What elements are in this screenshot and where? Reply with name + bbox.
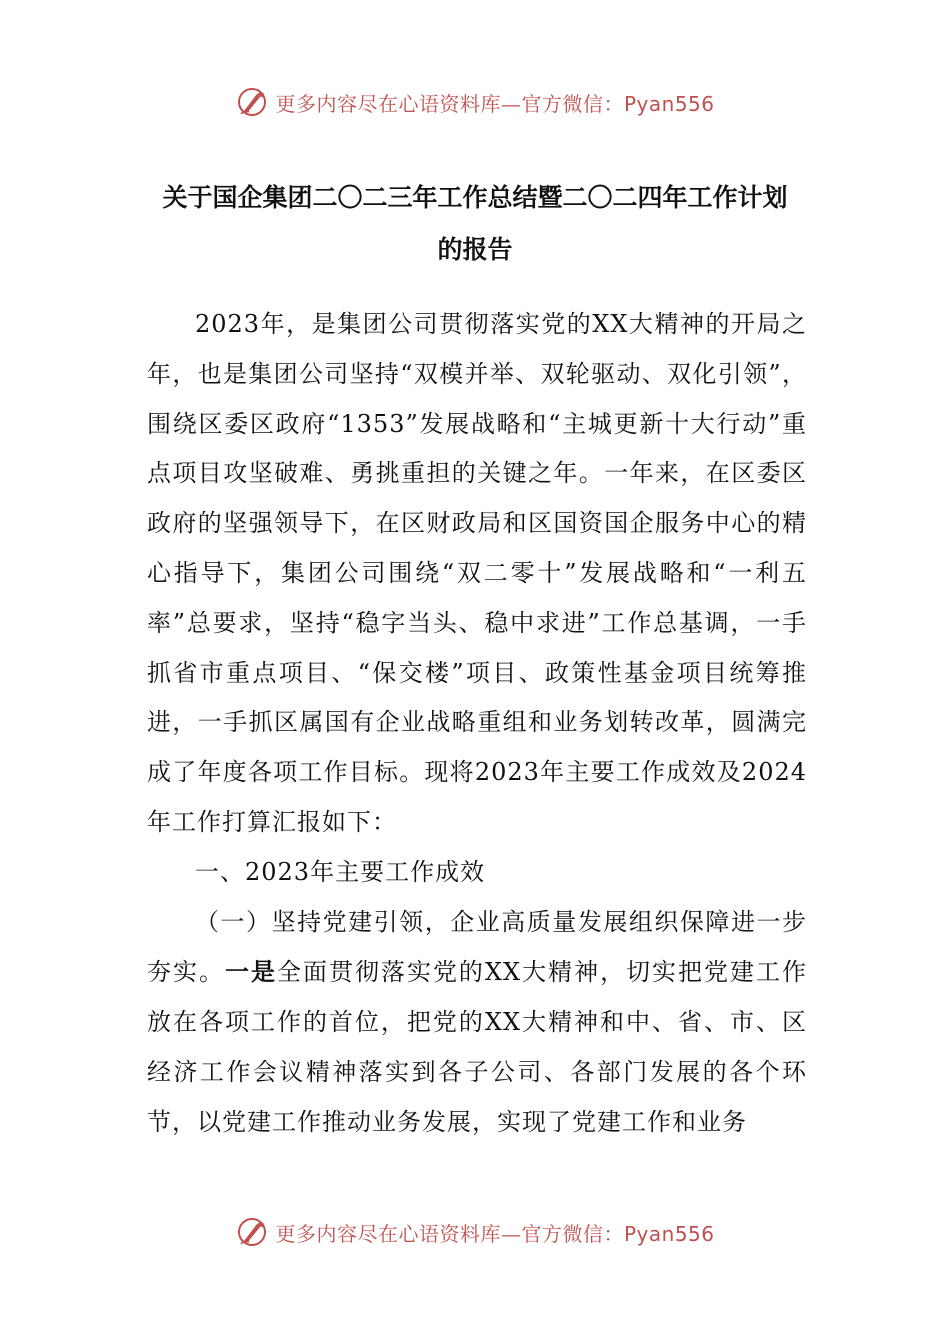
quill-logo-icon [235,85,269,119]
point-marker: 一是 [224,957,277,987]
header-watermark [0,82,950,122]
point-text: 全面贯彻落实党的XX大精神，切实把党建工作放在各项工作的首位，把党的XX大精神和中、省、市、区经济工作会议精神落实到各子公司、各部门发展的各个环节，以党建工作推动业务发展，实现了党建工作和业务 [147,958,808,1136]
document-body [147,300,807,1148]
watermark-text: 更多内容尽在心语资料库—官方微信：Pyan556 [275,1221,715,1246]
subsection-heading: （一）坚持党建引领，企业高质量发展组织保障进一步夯实。 [147,907,807,987]
document-title-line-1: 关于国企集团二〇二三年工作总结暨二〇二四年工作计划 [162,183,788,212]
section-heading: 一、2023年主要工作成效 [195,857,486,886]
subsection-paragraph [147,898,807,1148]
footer-watermark [0,1212,950,1252]
intro-paragraph: 2023年，是集团公司贯彻落实党的XX大精神的开局之年，也是集团公司坚持“双模并举、双轮驱动、双化引领”，围绕区委区政府“1353”发展战略和“主城更新十大行动”重点项目攻坚破难、勇挑重担的关键之年。一年来，在区委区政府的坚强领导下，在区财政局和区国资国企服务中心的精心指导下，集团公司围绕“双二零十”发展战略和“一利五率”总要求，坚持“稳字当头、稳中求进”工作总基调，一手抓省市重点项目、“保交楼”项目、政策性基金项目统筹推进，一手抓区属国有企业战略重组和业务划转改革，圆满完成了年度各项工作目标。现将2023年主要工作成效及2024年工作打算汇报如下： [147,310,807,836]
watermark-text: 更多内容尽在心语资料库—官方微信：Pyan556 [275,91,715,116]
quill-logo-icon [235,1215,269,1249]
document-title-line-2: 的报告 [437,235,513,264]
